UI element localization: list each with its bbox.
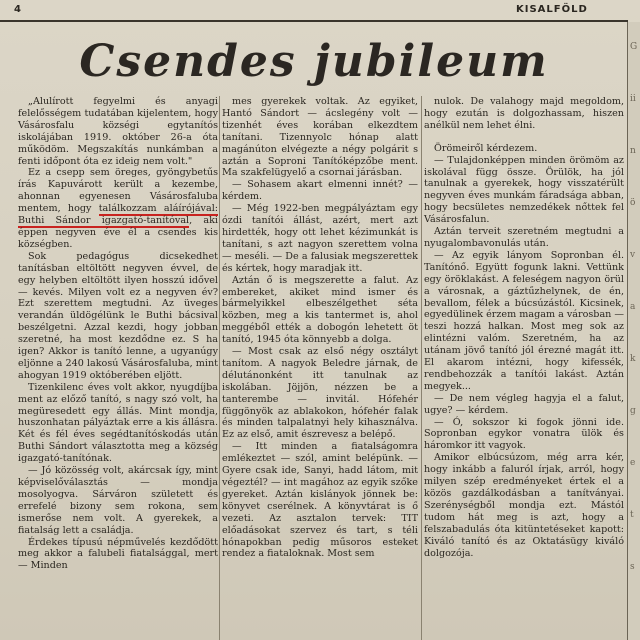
column-divider	[421, 96, 422, 640]
paragraph: — Az egyik lányom Sopronban él. Tanítónő. Együtt fogunk lakni. Vettünk egy öröklakást. A feleségem nagyon örül a városnak, a gáztűzhelynek, de én, bevallom, félek a búcsúzástól. Kicsinek, egyedülinek érzem magam a városban — teszi hozzá halkan. Most meg sok az elintézni valóm. Szeretném, ha az utánam jövő tanító jól érezné magát itt. El akarom intézni, hogy kifessék, rendbehozzák a tanítói lakást. Aztán megyek...	[424, 249, 624, 392]
paragraph: Ez a csepp sem öreges, gyöngybetűs írás Kapuvárott került a kezembe, ahonnan egyenesen Vásárosfaluba mentem, hogy találkozzam aláírójával: Buthi Sándor igazgató-tanítóval, aki éppen negyven éve él a csendes kis községben.	[18, 167, 218, 250]
adjacent-column-fragment: k	[630, 354, 636, 364]
paragraph: Aztán ő is megszerette a falut. Az embereket, akiket mind ismer és bármelyikkel elbeszélgethet séta közben, meg a kis tantermet is, ahol meggéből ették a dobogón lehetett öt tanító, 1945 óta könnyebb a dolga.	[222, 274, 418, 346]
paragraph: — Ó, sokszor ki fogok jönni ide. Sopronban egykor vonatra ülök és háromkor itt vagyok.	[424, 416, 624, 452]
page-number: 4	[14, 4, 21, 15]
article-column-2	[222, 96, 418, 560]
adjacent-column-fragment: t	[630, 510, 634, 520]
underlined-phrase: találkozzam aláírójával: Buthi Sándor igazgató-tanítóval	[18, 203, 218, 227]
paragraph: — Még 1922-ben megpályáztam egy ózdi tanítói állást, azért, mert azt hirdették, hogy ott lehet kézimunkát is tanítani, s azt nagyon szerettem volna — meséli. — De a falusiak megszerettek és kértek, hogy maradjak itt.	[222, 203, 418, 274]
adjacent-column-fragment: e	[630, 458, 636, 468]
adjacent-column-fragment: a	[630, 302, 636, 312]
adjacent-column-fragment: ö	[630, 198, 636, 208]
subheading: Örömeiről kérdezem.	[434, 142, 538, 154]
paragraph: „Alulírott fegyelmi és anyagi felelősségem tudatában kijelentem, hogy Vásárosfalu községi egytanítós iskolájában 1919. október 26-a óta működöm. Megszakítás nunkámban a fenti időpont óta ez ideig nem volt."	[18, 96, 218, 167]
adjacent-column-edge	[627, 22, 640, 640]
adjacent-column-fragment: n	[630, 146, 636, 156]
adjacent-column-fragment: g	[630, 406, 636, 416]
paragraph: mes gyerekek voltak. Az egyiket, Hantó Sándort — ácslegény volt — tizenhét éves korában elkezdtem tanítani. Tizennyolc hónap alatt magánúton elvégezte a négy polgárit s aztán a Soproni Tanítóképzőbe ment. Ma szakfelügyelő a csornai járásban.	[222, 96, 418, 179]
paragraph: Amikor elbúcsúzom, még arra kér, hogy inkább a faluról írjak, arról, hogy milyen szép eredményeket értek el a közös gazdálkodásban a tanítványai. Szerénységből mondja ezt. Mástól tudom hát meg is azt, hogy a felszabadulás óta kitüntetéseket kapott: Kiváló tanító és az Oktatásügy kiváló dolgozója.	[424, 452, 624, 559]
paragraph: — Tulajdonképpen minden örömöm az iskolával függ össze. Örülök, ha jól tanulnak a gyerekek, hogy visszatérült negyven éves munkám fáradsága abban, hogy becsületes nemzedékek nőttek fel Vásárosfalun.	[424, 154, 624, 226]
article-column-1	[18, 96, 218, 572]
column-divider	[219, 96, 220, 640]
paragraph: Érdekes típusú népművelés kezdődött meg akkor a falubeli fiatalsággal, mert — Minden	[18, 536, 218, 572]
paragraph: — Itt minden a fiatalságomra emlékeztet — szól, amint belépünk. — Gyere csak ide, Sanyi, hadd látom, mit végeztél? — int magához az egyik szőke gyereket. Aztán kislányok jönnek be: könyvet cserélnek. A könyvtárat is ő vezeti. Az asztalon tervek: TIT előadásokat szervez és tart, s téli hónapokban pedig műsoros esteket rendez a fiataloknak. Most sem	[222, 441, 418, 560]
adjacent-column-fragment: v	[630, 250, 636, 260]
masthead: KISALFÖLD	[516, 4, 588, 15]
paragraph: — De nem végleg hagyja el a falut, ugye? — kérdem.	[424, 392, 624, 416]
adjacent-column-fragment: ii	[630, 94, 636, 104]
paragraph: — Jó közösség volt, akárcsak így, mint képviselőválasztás — mondja mosolyogva. Sárváron született és errefelé bizony sem rokona, sem ismerőse nem volt. A gyerekek, a fiatalság lett a családja.	[18, 465, 218, 536]
header-rule	[0, 20, 628, 22]
paragraph: Aztán terveit szeretném megtudni a nyugalombavonulás után.	[424, 226, 624, 249]
paragraph: Sok pedagógus dicsekedhet tanításban eltöltött negyven évvel, de egy helyben eltöltött ilyen hosszú idővel — kevés. Milyen volt ez a negyven év? Ezt szerettem megtudni. Az üveges verandán üldögélünk le Buthi bácsival beszélgetni. Azzal kezdi, hogy jobban szeretné, ha most kezdődne ez. S ha igen? Akkor is tanító lenne, a ugyanúgy eljönne a 240 lakosú Vásárosfaluba, mint ahogyan 1919 októberében eljött.	[18, 250, 218, 381]
article-headline: Csendes jubileum	[79, 36, 549, 87]
paragraph: Tizenkilenc éves volt akkor, nyugdíjba ment az előző tanító, s nagy szó volt, ha megüresedett egy állás. Mint mondja, huszonhatan pályáztak erre a kis állásra. Két és fél éves segédtanítóskodás után Buthi Sándort választotta meg a község igazgató-tanítónak.	[18, 381, 218, 465]
adjacent-column-fragment: s	[630, 562, 635, 572]
page-header	[0, 0, 640, 20]
paragraph: — Most csak az első négy osztályt tanítom. A nagyok Beledre járnak, de délutánonként itt tanulnak az iskolában. Jöjjön, nézzen be a tanterembe — invitál. Hófehér függönyök az ablakokon, hófehér falak és minden talpalatnyi hely kihasználva. Ez az első, amit észrevesz a belépő.	[222, 346, 418, 441]
adjacent-column-fragment: G	[630, 42, 638, 52]
article-column-3	[424, 96, 624, 559]
paragraph: nulok. De valahogy majd megoldom, hogy ezután is dolgozhassam, hiszen anélkül nem lehet élni.	[424, 96, 624, 131]
paragraph: — Sohasem akart elmenni innét? — kérdem.	[222, 179, 418, 203]
